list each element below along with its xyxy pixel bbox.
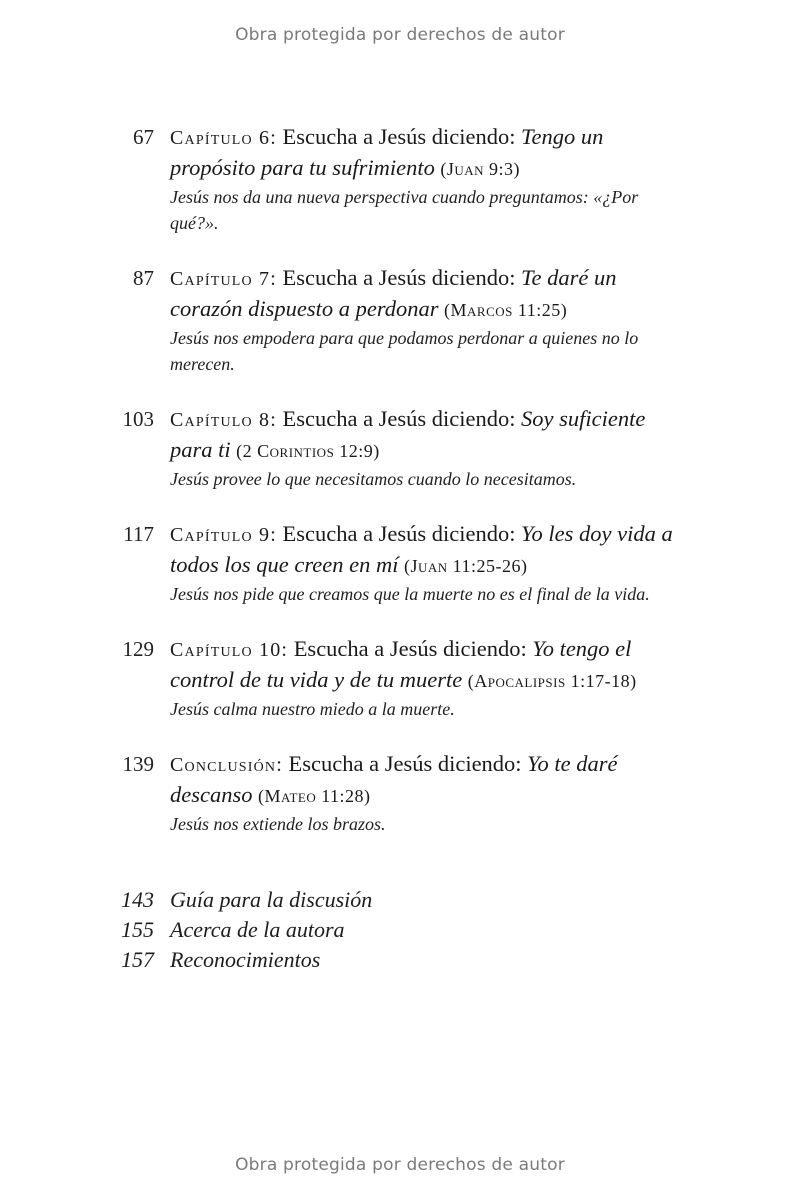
chapter-description: Jesús nos da una nueva perspectiva cuando preguntamos: «¿Por qué?». <box>170 187 639 233</box>
scripture-reference: (Juan 9:3) <box>440 159 520 179</box>
chapter-description: Jesús nos extiende los brazos. <box>170 814 386 834</box>
chapter-lead: Escucha a Jesús diciendo: <box>282 521 516 546</box>
scripture-reference: (Marcos 11:25) <box>444 300 568 320</box>
toc-entry-chapter-6[interactable] <box>0 122 800 236</box>
chapter-label: Conclusión: <box>170 754 283 776</box>
page-number: 87 <box>133 266 154 290</box>
chapter-quote: Te daré un corazón dispuesto a perdonar <box>170 265 617 321</box>
chapter-label: Capítulo 7: <box>170 268 277 290</box>
chapter-quote: Yo tengo el control de tu vida y de tu muerte <box>170 636 632 692</box>
table-of-contents <box>0 122 800 864</box>
page-number: 117 <box>123 522 154 546</box>
entry-title <box>170 519 690 581</box>
toc-entry-chapter-10[interactable] <box>0 634 800 722</box>
chapter-quote: Yo les doy vida a todos los que creen en mí <box>170 521 673 577</box>
page-number: 129 <box>122 637 154 661</box>
back-matter-list <box>0 885 800 975</box>
copyright-watermark-top: Obra protegida por derechos de autor <box>235 25 565 45</box>
chapter-description: Jesús provee lo que necesitamos cuando lo necesitamos. <box>170 469 577 489</box>
toc-entry-about-author[interactable] <box>0 915 800 945</box>
scripture-reference: (2 Corintios 12:9) <box>236 441 380 461</box>
page-number: 157 <box>121 947 154 972</box>
page-number: 143 <box>121 887 154 912</box>
chapter-lead: Escucha a Jesús diciendo: <box>288 751 522 776</box>
entry-title <box>170 749 690 811</box>
toc-entry-discussion-guide[interactable] <box>0 885 800 915</box>
scripture-reference: (Juan 11:25-26) <box>404 556 528 576</box>
chapter-lead: Escucha a Jesús diciendo: <box>282 406 516 431</box>
toc-entry-chapter-8[interactable] <box>0 404 800 492</box>
chapter-description: Jesús nos empodera para que podamos perdonar a quienes no lo merecen. <box>170 328 639 374</box>
entry-title <box>170 122 690 184</box>
entry-title <box>170 634 690 696</box>
chapter-lead: Escucha a Jesús diciendo: <box>282 265 516 290</box>
entry-label: Reconocimientos <box>170 947 321 972</box>
chapter-quote: Soy suficiente para ti <box>170 406 646 462</box>
chapter-label: Capítulo 9: <box>170 524 277 546</box>
chapter-description: Jesús calma nuestro miedo a la muerte. <box>170 699 455 719</box>
page-number: 155 <box>121 917 154 942</box>
toc-entry-chapter-9[interactable] <box>0 519 800 607</box>
chapter-label: Capítulo 10: <box>170 639 289 661</box>
chapter-lead: Escucha a Jesús diciendo: <box>282 124 516 149</box>
entry-label: Acerca de la autora <box>170 917 345 942</box>
toc-entry-conclusion[interactable] <box>0 749 800 837</box>
chapter-quote: Tengo un propósito para tu sufrimiento <box>170 124 604 180</box>
chapter-lead: Escucha a Jesús diciendo: <box>293 636 527 661</box>
toc-entry-acknowledgments[interactable] <box>0 945 800 975</box>
chapter-label: Capítulo 6: <box>170 127 277 149</box>
entry-title <box>170 263 690 325</box>
entry-title <box>170 404 690 466</box>
entry-label: Guía para la discusión <box>170 887 373 912</box>
page-number: 139 <box>122 752 154 776</box>
copyright-watermark-bottom: Obra protegida por derechos de autor <box>235 1155 565 1175</box>
toc-entry-chapter-7[interactable] <box>0 263 800 377</box>
chapter-label: Capítulo 8: <box>170 409 277 431</box>
page-number: 67 <box>133 125 154 149</box>
chapter-quote: Yo te daré descanso <box>170 751 618 807</box>
scripture-reference: (Mateo 11:28) <box>258 786 371 806</box>
chapter-description: Jesús nos pide que creamos que la muerte no es el final de la vida. <box>170 584 650 604</box>
scripture-reference: (Apocalipsis 1:17-18) <box>467 671 637 691</box>
page-number: 103 <box>122 407 154 431</box>
